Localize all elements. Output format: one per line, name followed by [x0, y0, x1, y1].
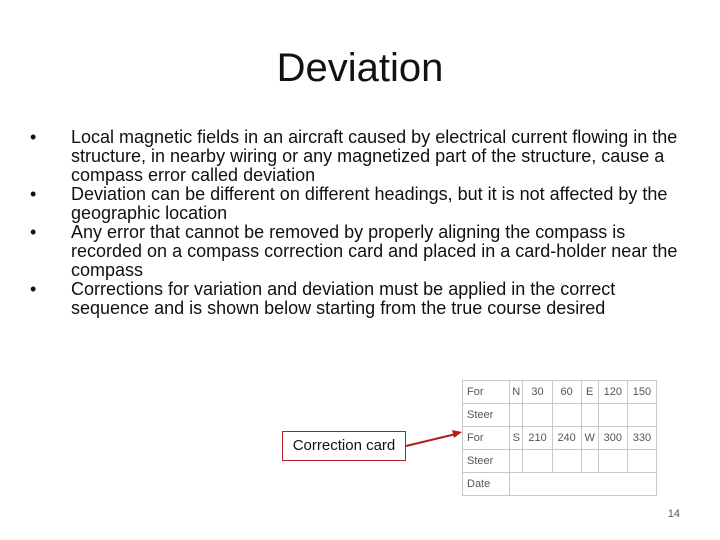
page-number: 14	[667, 508, 680, 520]
bullet-text: Any error that cannot be removed by properly aligning the compass is recorded on a compass correction card and placed in a card-holder near the compass	[71, 222, 678, 280]
table-row	[463, 427, 657, 450]
table-cell	[598, 450, 627, 473]
table-cell	[581, 404, 598, 427]
table-cell: 150	[627, 381, 656, 404]
table-cell: Steer	[463, 404, 510, 427]
table-cell	[510, 473, 657, 496]
table-cell	[510, 450, 523, 473]
table-cell	[523, 450, 552, 473]
table-cell	[552, 404, 581, 427]
table-cell	[598, 404, 627, 427]
table-cell: 330	[627, 427, 656, 450]
table-cell: Steer	[463, 450, 510, 473]
table-cell: Date	[463, 473, 510, 496]
correction-card-callout: Correction card	[282, 431, 406, 461]
table-row	[463, 381, 657, 404]
table-cell: For	[463, 381, 510, 404]
table-cell	[510, 404, 523, 427]
correction-card-table	[462, 380, 657, 496]
table-cell	[552, 450, 581, 473]
bullet-dot: •	[30, 279, 37, 299]
table-cell: 120	[598, 381, 627, 404]
table-cell: 60	[552, 381, 581, 404]
table-cell: 210	[523, 427, 552, 450]
table-cell: E	[581, 381, 598, 404]
table-cell	[581, 450, 598, 473]
bullet-dot: •	[30, 222, 37, 242]
table-cell	[627, 450, 656, 473]
table-cell: N	[510, 381, 523, 404]
table-cell: S	[510, 427, 523, 450]
table-row	[463, 404, 657, 427]
table-cell: 240	[552, 427, 581, 450]
table-cell: For	[463, 427, 510, 450]
bullet-dot: •	[30, 127, 37, 147]
callout-arrow-line	[406, 434, 456, 446]
table-row	[463, 450, 657, 473]
bullet-text: Corrections for variation and deviation must be applied in the correct sequence and is shown below starting from the true course desired	[71, 279, 616, 318]
table-cell	[627, 404, 656, 427]
table-cell: 30	[523, 381, 552, 404]
table-row	[463, 473, 657, 496]
slide-title: Deviation	[276, 46, 444, 90]
bullet-text: Deviation can be different on different headings, but it is not affected by the geographic location	[71, 184, 668, 223]
arrowhead-icon	[452, 430, 462, 438]
table-cell	[523, 404, 552, 427]
table-cell: 300	[598, 427, 627, 450]
bullet-text: Local magnetic fields in an aircraft caused by electrical current flowing in the structure, in nearby wiring or any magnetized part of the structure, cause a compass error called deviation	[71, 127, 678, 185]
bullet-dot: •	[30, 184, 37, 204]
table-cell: W	[581, 427, 598, 450]
